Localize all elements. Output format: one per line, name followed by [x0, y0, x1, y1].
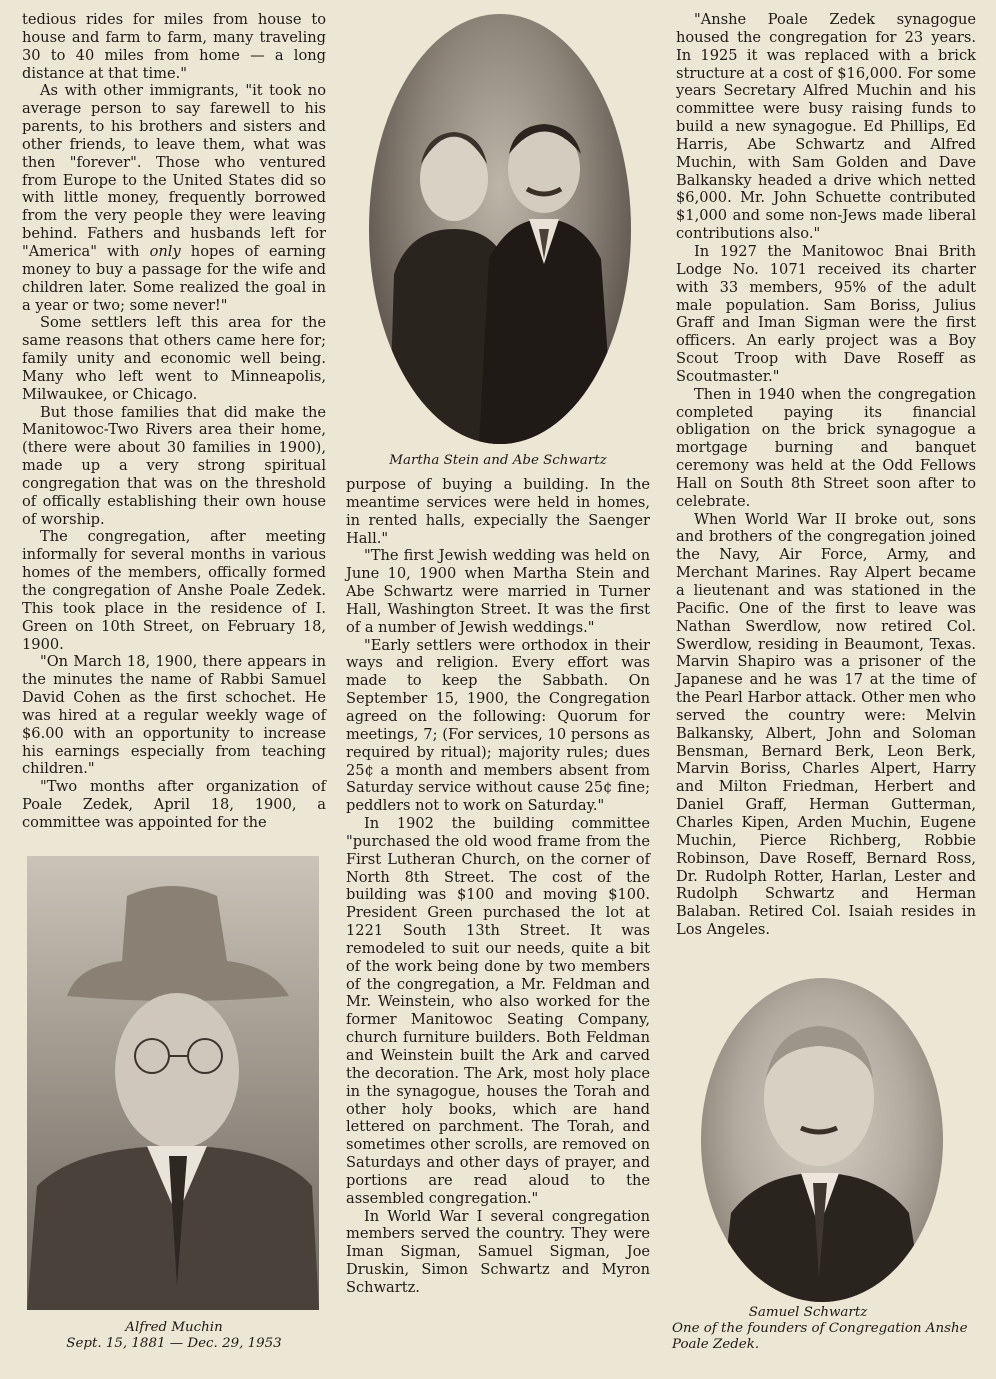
- photo-martha-stein-abe-schwartz: [369, 14, 631, 444]
- emphasis: only: [149, 242, 181, 260]
- paragraph: In World War I several congregation members served the country. They were Iman Sigman, Samuel Sigman, Joe Druskin, Simon Schwartz and Myron Schwartz.: [346, 1207, 650, 1296]
- portrait-man-hat-illustration: [27, 856, 319, 1310]
- caption-stein: Martha Stein and Abe Schwartz: [389, 453, 607, 468]
- paragraph: "The first Jewish wedding was held on June 10, 1900 when Martha Stein and Abe Schwartz were married in Turner Hall, Washington Street. It was the first of a number of Jewish weddings.": [346, 547, 650, 636]
- paragraph: Then in 1940 when the congregation completed paying its financial obligation on the brick synagogue a mortgage burning and banquet ceremony was held at the Odd Fellows Hall on South 8th Street soon after to celebrate.: [676, 385, 976, 510]
- paragraph: Some settlers left this area for the same reasons that others came here for; family unity and economic well being. Many who left went to Minneapolis, Milwaukee, or Chicago.: [22, 314, 326, 403]
- text-column-2: [346, 476, 650, 1297]
- paragraph: "Two months after organization of Poale Zedek, April 18, 1900, a committee was appointed for the: [22, 778, 326, 831]
- photo-alfred-muchin: [27, 856, 319, 1310]
- paragraph: tedious rides for miles from house to house and farm to farm, many traveling 30 to 40 miles from home — a long distance at that time.": [22, 11, 326, 82]
- portrait-man-illustration: [701, 978, 943, 1302]
- text-column-3: [676, 11, 976, 939]
- caption-schwartz: [672, 1305, 984, 1353]
- caption-name: Samuel Schwartz: [748, 1305, 868, 1320]
- paragraph: But those families that did make the Manitowoc-Two Rivers area their home, (there were about 30 families in 1900), made up a very strong spiritual congregation that was on the threshold of offically establishing their own house of worship.: [22, 403, 326, 528]
- paragraph: "Anshe Poale Zedek synagogue housed the congregation for 23 years. In 1925 it was replaced with a brick structure at a cost of $16,000. For some years Secretary Alfred Muchin and his committee were busy raising funds to build a new synagogue. Ed Phillips, Ed Harris, Abe Schwartz and Alfred Muchin, with Sam Golden and Dave Balkansky headed a drive which netted $6,000. Mr. John Schuette contributed $1,000 and some non-Jews made liberal contributions also.": [676, 11, 976, 243]
- text-column-1: [22, 11, 326, 832]
- paragraph: As with other immigrants, "it took no average person to say farewell to his parents, to his brothers and sisters and other friends, to leave them, what was then "forever". Those who ventured from Europe to the United States did so with little money, frequently borrowed from the very people they were leaving behind. Fathers and husbands left for "America" with only hopes of earning money to buy a passage for the wife and children later. Some realized the goal in a year or two; some never!": [22, 82, 326, 314]
- portrait-couple-illustration: [369, 14, 631, 444]
- paragraph: purpose of buying a building. In the meantime services were held in homes, in rented halls, expecially the Saenger Hall.": [346, 476, 650, 547]
- paragraph: "On March 18, 1900, there appears in the minutes the name of Rabbi Samuel David Cohen as the first schochet. He was hired at a regular weekly wage of $6.00 with an opportunity to increase his earnings especially from teaching children.": [22, 653, 326, 778]
- caption-name: Alfred Muchin: [125, 1320, 223, 1335]
- caption-muchin: [22, 1320, 326, 1352]
- caption-description: One of the founders of Congregation Anshe Poale Zedek.: [672, 1321, 968, 1352]
- paragraph: When World War II broke out, sons and brothers of the congregation joined the Navy, Air Force, Army, and Merchant Marines. Ray Alpert became a lieutenant and was stationed in the Pacific. One of the first to leave was Nathan Swerdlow, now retired Col. Swerdlow, residing in Beaumont, Texas. Marvin Shapiro was a prisoner of the Japanese and he was 17 at the time of the Pearl Harbor attack. Other men who served the country were: Melvin Balkansky, Albert, John and Soloman Bensman, Bernard Berk, Leon Berk, Marvin Boriss, Charles Alpert, Harry and Milton Friedman, Herbert and Daniel Graff, Herman Gutterman, Charles Kipen, Arden Muchin, Eugene Muchin, Pierce Richberg, Robbie Robinson, Dave Roseff, Bernard Ross, Dr. Rudolph Rotter, Harlan, Lester and Rudolph Schwartz and Herman Balaban. Retired Col. Isaiah resides in Los Angeles.: [676, 510, 976, 939]
- photo-samuel-schwartz: [701, 978, 943, 1302]
- paragraph: The congregation, after meeting informally for several months in various homes of the members, offically formed the congregation of Anshe Poale Zedek. This took place in the residence of I. Green on 10th Street, on February 18, 1900.: [22, 528, 326, 653]
- caption-dates: Sept. 15, 1881 — Dec. 29, 1953: [66, 1336, 282, 1351]
- paragraph: In 1902 the building committee "purchased the old wood frame from the First Lutheran Church, on the corner of North 8th Street. The cost of the building was $100 and moving $100. President Green purchased the lot at 1221 South 13th Street. It was remodeled to suit our needs, quite a bit of the work being done by two members of the congregation, a Mr. Feldman and Mr. Weinstein, who also worked for the former Manitowoc Seating Company, church furniture builders. Both Feldman and Weinstein built the Ark and carved the decoration. The Ark, most holy place in the synagogue, houses the Torah and other holy books, which are hand lettered on parchment. The Torah, and sometimes other scrolls, are removed on Saturdays and other days of prayer, and portions are read aloud to the assembled congregation.": [346, 815, 650, 1207]
- paragraph: "Early settlers were orthodox in their ways and religion. Every effort was made to keep the Sabbath. On September 15, 1900, the Congregation agreed on the following: Quorum for meetings, 7; (For services, 10 persons as required by ritual); majority rules; dues 25¢ a month and members absent from Saturday service without cause 25¢ fine; peddlers not to work on Saturday.": [346, 636, 650, 815]
- paragraph: In 1927 the Manitowoc Bnai Brith Lodge No. 1071 received its charter with 33 members, 95% of the adult male population. Sam Boriss, Julius Graff and Iman Sigman were the first officers. An early project was a Boy Scout Troop with Dave Roseff as Scoutmaster.": [676, 242, 976, 385]
